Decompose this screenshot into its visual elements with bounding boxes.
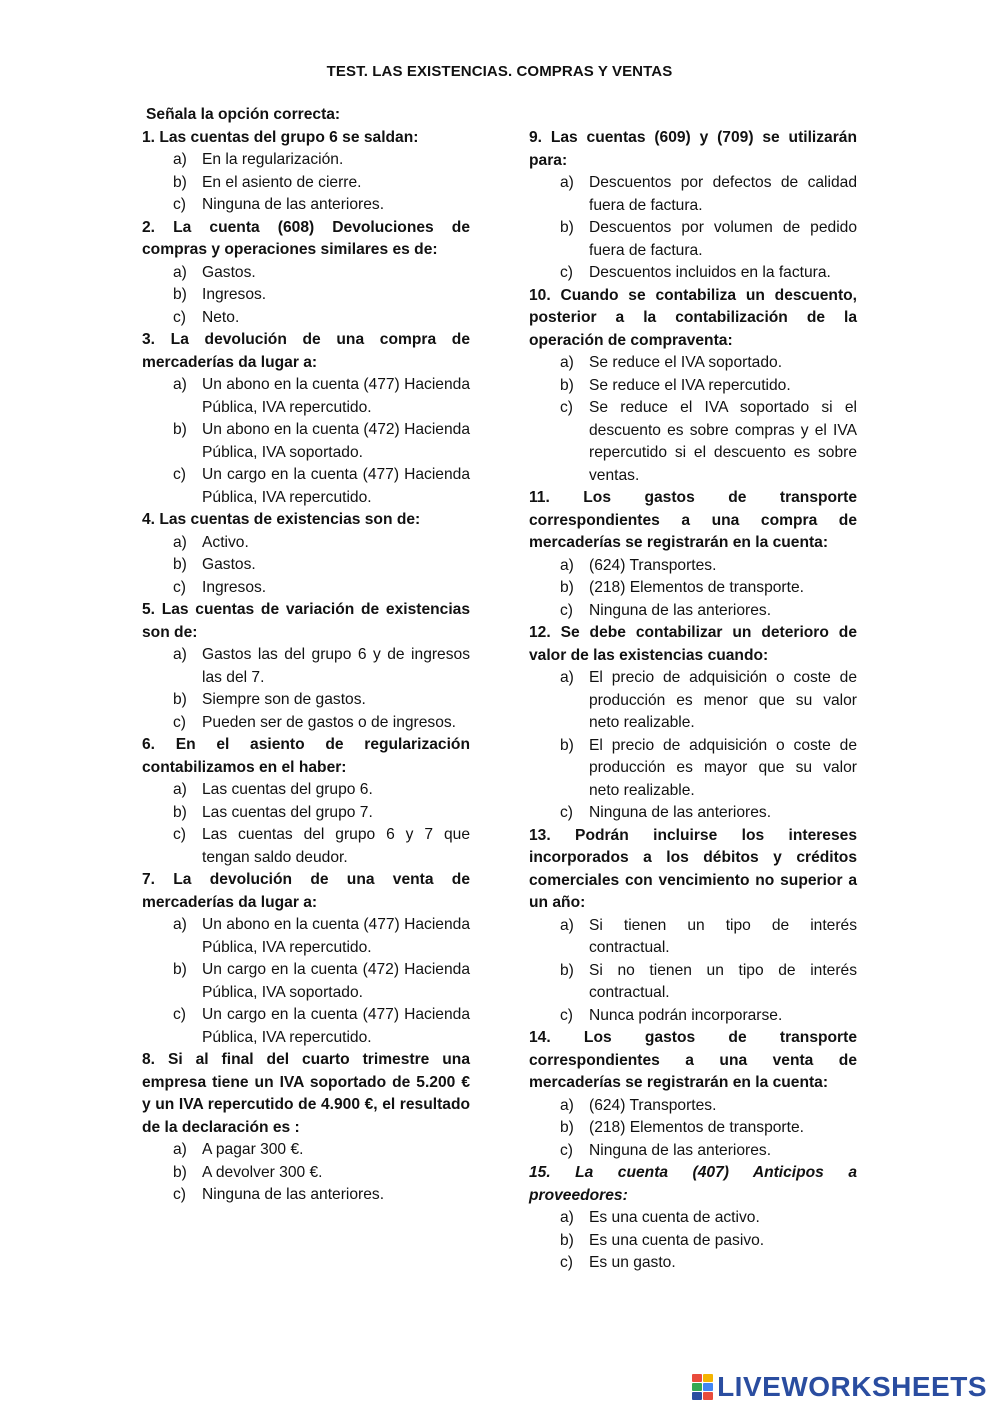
option-marker: c) (560, 601, 573, 619)
question-block (142, 329, 470, 509)
option-text: Un abono en la cuenta (472) Hacienda Pública, IVA soportado. (202, 421, 470, 461)
option-marker: c) (560, 399, 573, 416)
question-block (142, 869, 470, 1049)
option-marker: b) (173, 286, 187, 303)
answer-option[interactable] (142, 712, 470, 735)
question-text: 4. Las cuentas de existencias son de: (142, 511, 421, 528)
option-text: Se reduce el IVA repercutido. (589, 376, 791, 394)
question-block (529, 487, 857, 622)
question-block (142, 127, 470, 217)
answer-option[interactable] (142, 464, 470, 509)
question-block (529, 825, 857, 1028)
option-text: Las cuentas del grupo 7. (202, 803, 373, 821)
option-marker: a) (560, 916, 574, 934)
option-list (142, 262, 470, 330)
logo-icon-square (692, 1374, 702, 1382)
option-marker: b) (560, 1231, 574, 1249)
option-marker: b) (560, 219, 574, 236)
option-text: (218) Elementos de transporte. (589, 1119, 804, 1136)
option-marker: a) (173, 781, 187, 798)
option-list (529, 1207, 857, 1275)
answer-option[interactable] (529, 555, 857, 578)
option-text: Activo. (202, 533, 249, 551)
option-list (529, 1095, 857, 1163)
option-text: Nunca podrán incorporarse. (589, 1006, 783, 1024)
answer-option[interactable] (142, 374, 470, 419)
option-marker: a) (173, 916, 187, 933)
option-text: Gastos. (202, 556, 256, 573)
option-marker: b) (173, 803, 187, 821)
answer-option[interactable] (142, 554, 470, 577)
right-column (529, 127, 857, 1275)
answer-option[interactable] (142, 689, 470, 712)
answer-option[interactable] (142, 284, 470, 307)
option-text: Si tienen un tipo de interés contractual. (589, 916, 857, 956)
option-marker: c) (560, 804, 573, 821)
page-title: TEST. LAS EXISTENCIAS. COMPRAS Y VENTAS (326, 63, 673, 80)
question-text: 13. Podrán incluirse los intereses incorporados a los débitos y créditos comerciales con vencimiento no superior a un año: (529, 826, 857, 911)
option-marker: c) (560, 1006, 573, 1024)
option-marker: b) (560, 1119, 574, 1136)
question-text: 12. Se debe contabilizar un deterioro de valor de las existencias cuando: (529, 624, 857, 664)
left-column (142, 104, 470, 1207)
option-text: El precio de adquisición o coste de producción es mayor que su valor neto realizable. (589, 736, 857, 799)
question-text: 2. La cuenta (608) Devoluciones de compras y operaciones similares es de: (142, 218, 470, 258)
answer-option[interactable] (142, 194, 470, 217)
option-marker: c) (173, 196, 186, 213)
option-marker: b) (560, 736, 574, 754)
answer-option[interactable] (142, 1184, 470, 1207)
logo-icon-square (692, 1392, 702, 1400)
liveworksheets-logo[interactable] (692, 1370, 987, 1404)
option-marker: b) (173, 1163, 187, 1181)
question-text: 8. Si al final del cuarto trimestre una empresa tiene un IVA soportado de 5.200 € y un IVA repercutido de 4.900 €, el resultado de la declaración es : (142, 1051, 470, 1136)
answer-option[interactable] (529, 397, 857, 487)
option-text: Pueden ser de gastos o de ingresos. (202, 713, 456, 731)
option-marker: c) (173, 578, 186, 596)
question-block (142, 599, 470, 734)
option-text: A pagar 300 €. (202, 1141, 304, 1158)
option-marker: c) (173, 1186, 186, 1203)
answer-option[interactable] (529, 1005, 857, 1028)
option-marker: a) (560, 1096, 574, 1114)
option-text: Se reduce el IVA soportado. (589, 354, 783, 371)
option-marker: a) (560, 354, 574, 371)
option-marker: c) (560, 264, 573, 281)
answer-option[interactable] (529, 262, 857, 285)
answer-option[interactable] (142, 1162, 470, 1185)
logo-icon-square (692, 1383, 702, 1391)
option-text: Ninguna de las anteriores. (202, 1186, 385, 1203)
option-marker: b) (173, 961, 187, 978)
option-marker: a) (560, 174, 574, 191)
option-text: Ninguna de las anteriores. (589, 601, 772, 619)
option-text: Siempre son de gastos. (202, 691, 366, 708)
option-marker: b) (560, 579, 574, 596)
question-block (142, 217, 470, 330)
question-block (142, 734, 470, 869)
question-block (529, 285, 857, 488)
answer-option[interactable] (529, 577, 857, 600)
option-marker: b) (173, 421, 187, 438)
option-text: (624) Transportes. (589, 556, 717, 574)
answer-option[interactable] (529, 802, 857, 825)
option-text: El precio de adquisición o coste de producción es menor que su valor neto realizable. (589, 669, 857, 731)
option-marker: a) (173, 1141, 187, 1158)
option-text: Ingresos. (202, 286, 267, 303)
answer-option[interactable] (142, 149, 470, 172)
liveworksheets-logo-icon (692, 1374, 714, 1400)
option-text: Ninguna de las anteriores. (202, 196, 385, 213)
answer-option[interactable] (529, 667, 857, 735)
option-marker: c) (173, 466, 186, 483)
option-text: A devolver 300 €. (202, 1163, 323, 1181)
answer-option[interactable] (529, 1230, 857, 1253)
option-list (142, 779, 470, 869)
answer-option[interactable] (529, 1140, 857, 1163)
answer-option[interactable] (142, 577, 470, 600)
answer-option[interactable] (529, 217, 857, 262)
question-block (142, 509, 470, 599)
question-text: 10. Cuando se contabiliza un descuento, posterior a la contabilización de la operación de compraventa: (529, 286, 857, 349)
option-text: Un cargo en la cuenta (472) Hacienda Pública, IVA soportado. (202, 961, 470, 1001)
logo-text: LIVEWORKSHEETS (717, 1370, 987, 1402)
option-list (142, 644, 470, 734)
option-text: Un abono en la cuenta (477) Hacienda Pública, IVA repercutido. (202, 916, 470, 956)
option-text: Ninguna de las anteriores. (589, 1141, 772, 1159)
option-text: Es una cuenta de activo. (589, 1209, 760, 1226)
answer-option[interactable] (142, 644, 470, 689)
answer-option[interactable] (529, 1207, 857, 1230)
option-list (529, 172, 857, 285)
option-list (529, 667, 857, 825)
answer-option[interactable] (529, 960, 857, 1005)
option-text: Neto. (202, 308, 240, 326)
option-list (142, 914, 470, 1049)
answer-option[interactable] (529, 915, 857, 960)
instruction: Señala la opción correcta: (146, 106, 341, 123)
option-marker: b) (173, 691, 187, 708)
option-marker: c) (173, 713, 186, 731)
option-text: Es un gasto. (589, 1254, 676, 1271)
answer-option[interactable] (529, 1117, 857, 1140)
option-marker: c) (560, 1254, 573, 1271)
question-block (529, 622, 857, 825)
answer-option[interactable] (529, 600, 857, 623)
answer-option[interactable] (142, 824, 470, 869)
answer-option[interactable] (142, 802, 470, 825)
left-question-list (142, 127, 470, 1207)
option-text: Ingresos. (202, 578, 267, 596)
option-marker: a) (173, 533, 187, 551)
option-list (529, 915, 857, 1028)
logo-icon-square (703, 1383, 713, 1391)
question-text: 1. Las cuentas del grupo 6 se saldan: (142, 128, 419, 146)
option-text: Es una cuenta de pasivo. (589, 1231, 765, 1249)
option-marker: c) (173, 308, 186, 326)
option-text: Un cargo en la cuenta (477) Hacienda Pública, IVA repercutido. (202, 466, 470, 506)
option-marker: a) (173, 646, 187, 663)
option-list (529, 352, 857, 487)
question-text: 5. Las cuentas de variación de existencias son de: (142, 601, 470, 641)
answer-option[interactable] (142, 779, 470, 802)
answer-option[interactable] (142, 419, 470, 464)
answer-option[interactable] (142, 172, 470, 195)
answer-option[interactable] (142, 262, 470, 285)
option-marker: a) (560, 556, 574, 574)
logo-icon-square (703, 1374, 713, 1382)
option-text: Las cuentas del grupo 6. (202, 781, 373, 798)
question-text: 7. La devolución de una venta de mercaderías da lugar a: (142, 871, 470, 911)
option-text: Descuentos incluidos en la factura. (589, 264, 831, 281)
option-text: Si no tienen un tipo de interés contractual. (589, 961, 857, 1001)
answer-option[interactable] (529, 375, 857, 398)
option-list (142, 374, 470, 509)
option-text: Gastos. (202, 263, 256, 281)
answer-option[interactable] (529, 1095, 857, 1118)
answer-option[interactable] (529, 172, 857, 217)
answer-option[interactable] (142, 1004, 470, 1049)
option-list (529, 555, 857, 623)
question-block (529, 1162, 857, 1275)
option-marker: a) (173, 263, 187, 281)
answer-option[interactable] (529, 1252, 857, 1275)
option-text: Las cuentas del grupo 6 y 7 que tengan saldo deudor. (202, 826, 470, 866)
answer-option[interactable] (142, 959, 470, 1004)
logo-icon-square (703, 1392, 713, 1400)
option-list (142, 532, 470, 600)
option-marker: c) (173, 1006, 186, 1023)
option-marker: b) (173, 556, 187, 573)
option-marker: a) (173, 151, 187, 168)
option-marker: a) (560, 669, 574, 686)
question-block (529, 1027, 857, 1162)
option-text: En el asiento de cierre. (202, 173, 362, 191)
answer-option[interactable] (142, 1139, 470, 1162)
right-question-list (529, 127, 857, 1275)
option-list (142, 1139, 470, 1207)
option-marker: a) (560, 1209, 574, 1226)
option-text: En la regularización. (202, 151, 344, 168)
option-marker: c) (560, 1141, 573, 1159)
question-text: 3. La devolución de una compra de mercaderías da lugar a: (142, 331, 470, 371)
answer-option[interactable] (529, 352, 857, 375)
answer-option[interactable] (142, 532, 470, 555)
answer-option[interactable] (529, 735, 857, 803)
answer-option[interactable] (142, 307, 470, 330)
option-text: Descuentos por volumen de pedido fuera de factura. (589, 219, 857, 259)
option-text: Un cargo en la cuenta (477) Hacienda Pública, IVA repercutido. (202, 1006, 470, 1046)
option-text: (218) Elementos de transporte. (589, 579, 804, 596)
question-text: 11. Los gastos de transporte correspondientes a una compra de mercaderías se registrarán en la cuenta: (529, 489, 857, 551)
option-marker: b) (560, 961, 574, 979)
question-block (529, 127, 857, 285)
question-text: 14. Los gastos de transporte correspondientes a una venta de mercaderías se registrarán en la cuenta: (529, 1029, 857, 1091)
question-block (142, 1049, 470, 1207)
option-marker: a) (173, 376, 187, 393)
option-text: Gastos las del grupo 6 y de ingresos las del 7. (202, 646, 470, 686)
option-marker: c) (173, 826, 186, 843)
question-text: 9. Las cuentas (609) y (709) se utilizarán para: (529, 129, 857, 169)
option-marker: b) (560, 376, 574, 394)
option-text: (624) Transportes. (589, 1096, 717, 1114)
option-list (142, 149, 470, 217)
option-text: Descuentos por defectos de calidad fuera de factura. (589, 174, 857, 214)
question-text: 15. La cuenta (407) Anticipos a proveedores: (529, 1164, 857, 1204)
option-text: Un abono en la cuenta (477) Hacienda Pública, IVA repercutido. (202, 376, 470, 416)
option-text: Se reduce el IVA soportado si el descuento es sobre compras y el IVA repercutido si el descuento es sobre ventas. (589, 399, 857, 484)
answer-option[interactable] (142, 914, 470, 959)
option-marker: b) (173, 173, 187, 191)
option-text: Ninguna de las anteriores. (589, 804, 772, 821)
question-text: 6. En el asiento de regularización contabilizamos en el haber: (142, 736, 470, 776)
